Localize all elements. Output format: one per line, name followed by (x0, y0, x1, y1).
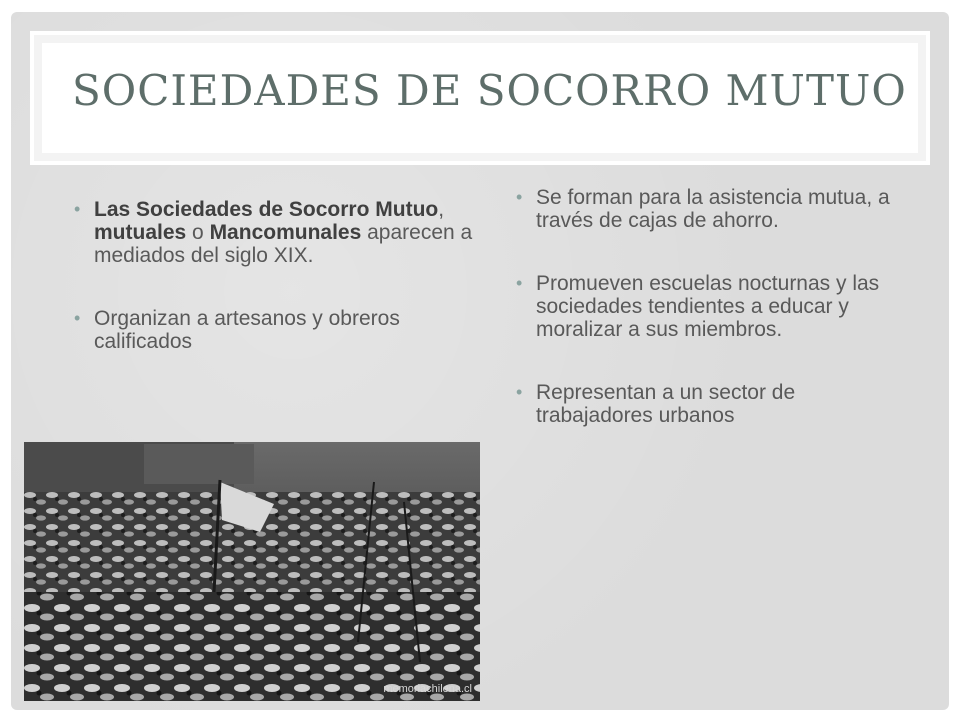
bullet-segment: aparecen a mediados del siglo XIX. (94, 221, 473, 267)
bullet-item (74, 198, 474, 267)
crowd-photo (24, 442, 480, 701)
bullet-icon: • (516, 382, 523, 402)
left-bullet-list (74, 198, 474, 353)
slide-title: SOCIEDADES DE SOCORRO MUTUO (72, 66, 907, 115)
bullet-segment-bold: Mancomunales (209, 221, 362, 244)
bullet-icon: • (74, 199, 81, 219)
bullet-text: Organizan a artesanos y obreros calificados (94, 307, 400, 353)
bullet-item (516, 272, 916, 341)
bullet-segment-bold: Las Sociedades de Socorro Mutuo (94, 198, 439, 221)
bullet-item (516, 381, 916, 427)
bullet-icon: • (74, 308, 81, 328)
bullet-segment-bold: mutuales (94, 221, 187, 244)
bullet-text: Representan a un sector de trabajadores urbanos (536, 381, 796, 427)
bullet-segment: , (438, 198, 445, 221)
right-bullet-list (516, 186, 916, 427)
crowd-photo-image (24, 442, 480, 701)
bullet-item (516, 186, 916, 232)
bullet-icon: • (516, 187, 523, 207)
bullet-text: Promueven escuelas nocturnas y las sociedades tendientes a educar y moralizar a sus miembros. (536, 272, 880, 341)
photo-watermark: memoriachilena.cl (383, 683, 472, 695)
bullet-icon: • (516, 273, 523, 293)
bullet-segment: o (186, 221, 210, 244)
bullet-text: Se forman para la asistencia mutua, a través de cajas de ahorro. (536, 186, 890, 232)
bullet-item (74, 307, 474, 353)
